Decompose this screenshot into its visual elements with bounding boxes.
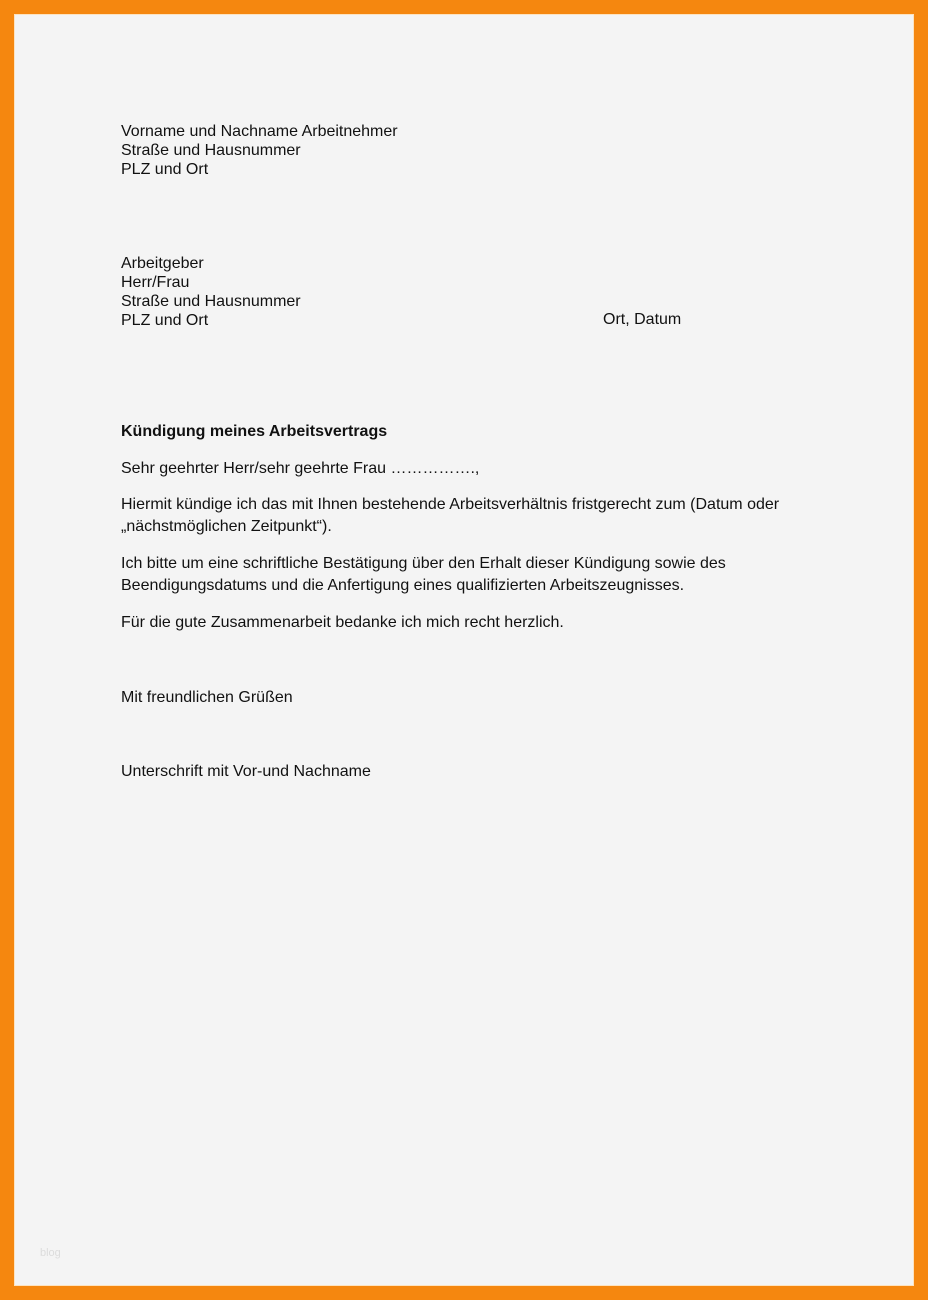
closing: Mit freundlichen Grüßen (121, 689, 293, 706)
place-date: Ort, Datum (603, 311, 682, 328)
letter-subject: Kündigung meines Arbeitsvertrags (121, 423, 388, 440)
signature-line: Unterschrift mit Vor-und Nachname (121, 763, 371, 780)
watermark: blog (40, 1247, 61, 1259)
body-paragraph-1: Hiermit kündige ich das mit Ihnen bestehende Arbeitsverhältnis fristgerecht zum (Datum oder „nächstmöglichen Zeitpunkt“). (121, 496, 780, 535)
recipient-person: Herr/Frau (121, 274, 190, 291)
recipient-company: Arbeitgeber (121, 255, 204, 272)
salutation: Sehr geehrter Herr/sehr geehrte Frau ……………., (121, 460, 480, 477)
sender-city: PLZ und Ort (121, 161, 209, 178)
recipient-city: PLZ und Ort (121, 312, 209, 329)
body-paragraph-3: Für die gute Zusammenarbeit bedanke ich mich recht herzlich. (121, 614, 564, 631)
sender-name: Vorname und Nachname Arbeitnehmer (121, 123, 398, 140)
letter-page (14, 14, 914, 1286)
sender-street: Straße und Hausnummer (121, 142, 301, 159)
recipient-street: Straße und Hausnummer (121, 293, 301, 310)
body-paragraph-2: Ich bitte um eine schriftliche Bestätigung über den Erhalt dieser Kündigung sowie des Beendigungsdatums und die Anfertigung eines qualifizierten Arbeitszeugnisses. (121, 555, 726, 594)
